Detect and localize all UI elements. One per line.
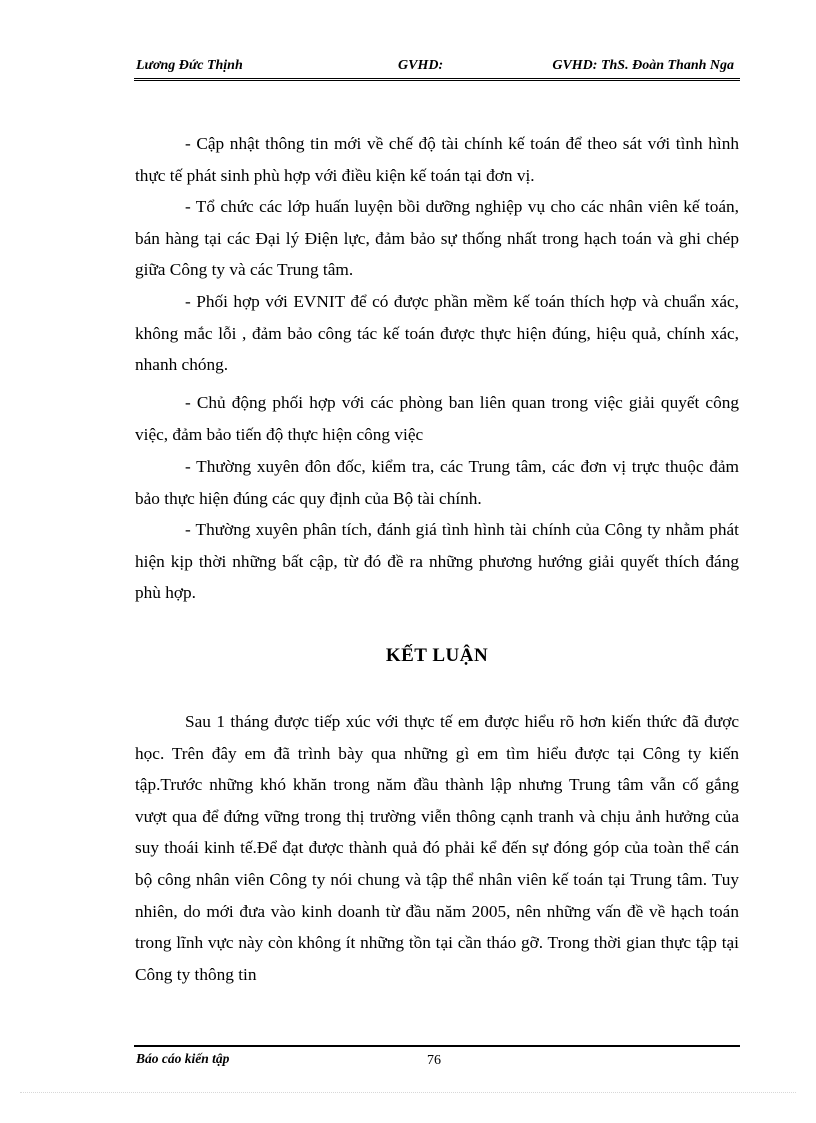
footer-label: Báo cáo kiến tập [136,1051,230,1066]
body-paragraph: - Thường xuyên phân tích, đánh giá tình hình tài chính của Công ty nhằm phát hiện kịp thời những bất cập, từ đó đề ra những phương hướng giải quyết thích đáng phù hợp. [135,520,739,603]
body-paragraph: - Cập nhật thông tin mới về chế độ tài chính kế toán để theo sát với tình hình thực tế phát sinh phù hợp với điều kiện kế toán tại đơn vị. [135,134,739,185]
footer-divider [134,1045,740,1047]
body-paragraph: - Tổ chức các lớp huấn luyện bồi dưỡng nghiệp vụ cho các nhân viên kế toán, bán hàng tại các Đại lý Điện lực, đảm bảo sự thống nhất trong hạch toán và ghi chép giữa Công ty và các Trung tâm. [135,197,739,280]
header-divider [134,78,740,81]
body-paragraph: - Phối hợp với EVNIT để có được phần mềm kế toán thích hợp và chuẩn xác, không mắc lỗi , đảm bảo công tác kế toán được thực hiện đúng, hiệu quả, chính xác, nhanh chóng. [135,292,739,375]
body-paragraph: - Chủ động phối hợp với các phòng ban liên quan trong việc giải quyết công việc, đảm bảo tiến độ thực hiện công việc [135,393,739,444]
conclusion-paragraph: Sau 1 tháng được tiếp xúc với thực tế em được hiểu rõ hơn kiến thức đã được học. Trên đây em đã trình bày qua những gì em tìm hiểu được tại Công ty kiến tập.Trước những khó khăn trong năm đầu thành lập nhưng Trung tâm vẫn cố gắng vượt qua để đứng vững trong thị trường viễn thông cạnh tranh và chịu ảnh hưởng của suy thoái kinh tế.Để đạt được thành quả đó phải kể đến sự đóng góp của toàn thể cán bộ công nhân viên Công ty nói chung và tập thể nhân viên kế toán tại Trung tâm. Tuy nhiên, do mới đưa vào kinh doanh từ đầu năm 2005, nên những vấn đề về hạch toán trong lĩnh vực này còn không ít những tồn tại cần tháo gỡ. Trong thời gian thực tập tại Công ty thông tin [135,712,739,984]
page-number: 76 [427,1053,441,1068]
header-author: Lương Đức Thịnh [136,58,243,73]
body-paragraph: - Thường xuyên đôn đốc, kiểm tra, các Trung tâm, các đơn vị trực thuộc đảm bảo thực hiện đúng các quy định của Bộ tài chính. [135,457,739,508]
header-gvhd-label: GVHD: [398,58,444,73]
section-title: KẾT LUẬN [385,645,489,666]
page-edge-dotted-line [20,1092,796,1093]
page-header [134,56,740,78]
header-supervisor: GVHD: ThS. Đoàn Thanh Nga [552,58,734,73]
